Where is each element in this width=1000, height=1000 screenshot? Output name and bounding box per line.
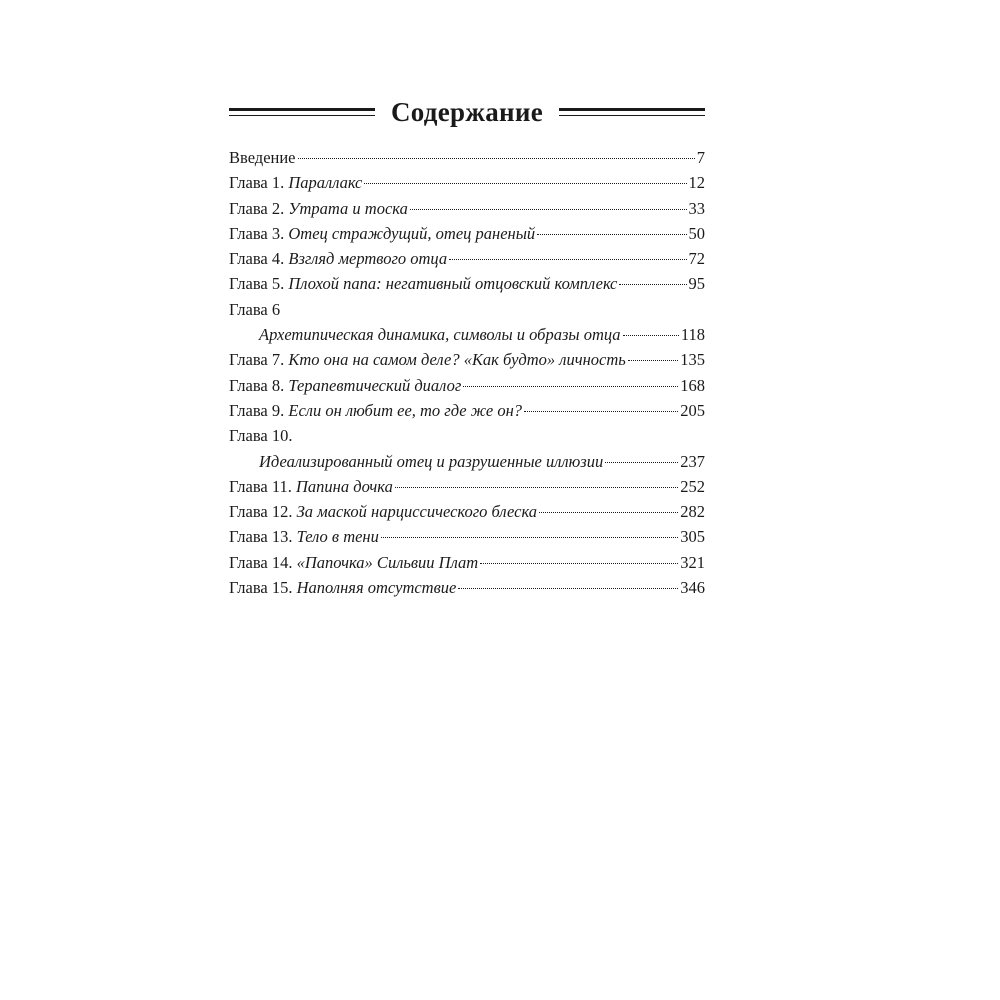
dot-leader [628, 360, 678, 361]
toc-entry-page-number: 237 [680, 451, 705, 471]
toc-entry [229, 246, 705, 271]
toc-entry-label: Глава 2. [229, 198, 285, 218]
toc-entry-title: Архетипическая динамика, символы и образы отца [259, 325, 621, 345]
toc-entry-label: Глава 14. [229, 552, 293, 572]
toc-entry-page-number: 305 [680, 527, 705, 547]
toc-entry-page-number: 72 [688, 249, 705, 269]
dot-leader [298, 158, 695, 159]
toc-entry-title: Идеализированный отец и разрушенные иллюзии [259, 451, 604, 471]
toc-entry-page-number: 252 [680, 476, 705, 496]
rule-thick-line [559, 108, 705, 111]
table-of-contents [229, 92, 705, 600]
toc-entry [229, 271, 705, 296]
toc-entry-label: Введение [229, 148, 296, 167]
toc-heading-row [229, 92, 705, 132]
dot-leader [395, 487, 678, 488]
toc-entry-page-number: 168 [680, 375, 705, 395]
toc-entry-label: Глава 5. [229, 274, 285, 294]
toc-entry [229, 373, 705, 398]
toc-entry-label: Глава 6 [229, 299, 281, 319]
toc-entry [229, 423, 705, 448]
heading-rule-right [559, 108, 705, 116]
toc-entry [229, 499, 705, 524]
toc-entry [229, 550, 705, 575]
toc-entry-label: Глава 9. [229, 400, 285, 420]
toc-entry-page-number: 12 [688, 173, 705, 193]
dot-leader [364, 183, 686, 184]
toc-entry [229, 322, 705, 347]
rule-thin-line [559, 115, 705, 117]
toc-entry-label: Глава 7. [229, 350, 285, 370]
toc-entry [229, 474, 705, 499]
toc-entry [229, 449, 705, 474]
dot-leader [458, 588, 678, 589]
dot-leader [623, 335, 679, 336]
toc-entry-title: Папина дочка [296, 476, 393, 496]
toc-entry [229, 347, 705, 372]
toc-entry [229, 575, 705, 600]
heading-rule-left [229, 108, 375, 116]
dot-leader [480, 563, 678, 564]
toc-entry-page-number: 282 [680, 502, 705, 522]
toc-entry-label: Глава 15. [229, 578, 293, 598]
dot-leader [619, 284, 686, 285]
dot-leader [539, 512, 678, 513]
toc-entry-page-number: 7 [696, 148, 705, 167]
toc-entry-title: Плохой папа: негативный отцовский комплекс [288, 274, 618, 294]
toc-entry-label: Глава 4. [229, 249, 285, 269]
toc-entry-page-number: 95 [688, 274, 705, 294]
dot-leader [537, 234, 686, 235]
toc-entry-page-number: 321 [680, 552, 705, 572]
toc-entry-title: «Папочка» Сильвии Плат [296, 552, 479, 572]
toc-entry-title: Отец страждущий, отец раненый [288, 223, 536, 243]
toc-list [229, 145, 705, 600]
toc-entry-page-number: 346 [680, 578, 705, 598]
toc-entry-label: Глава 3. [229, 223, 285, 243]
toc-entry-title: Наполняя отсутствие [296, 578, 457, 598]
toc-entry [229, 221, 705, 246]
toc-entry-label: Глава 11. [229, 476, 292, 496]
toc-entry-page-number: 135 [680, 350, 705, 370]
toc-entry [229, 170, 705, 195]
dot-leader [463, 386, 678, 387]
toc-entry [229, 145, 705, 170]
toc-entry [229, 524, 705, 549]
toc-entry-title: За маской нарциссического блеска [296, 502, 538, 522]
toc-entry-label: Глава 8. [229, 375, 285, 395]
toc-entry-label: Глава 1. [229, 173, 285, 193]
dot-leader [524, 411, 678, 412]
rule-thick-line [229, 108, 375, 111]
toc-entry-title: Кто она на самом деле? «Как будто» личность [288, 350, 626, 370]
toc-entry-label: Глава 10. [229, 426, 293, 446]
dot-leader [449, 259, 686, 260]
dot-leader [410, 209, 687, 210]
toc-entry-title: Терапевтический диалог [288, 375, 462, 395]
toc-entry-title: Параллакс [288, 173, 363, 193]
toc-entry-title: Утрата и тоска [288, 198, 408, 218]
toc-entry-page-number: 33 [688, 198, 705, 218]
toc-entry-page-number: 118 [680, 325, 705, 345]
toc-entry-title: Если он любит ее, то где же он? [288, 400, 523, 420]
toc-entry-title: Тело в тени [296, 527, 379, 547]
toc-entry-page-number: 50 [688, 223, 705, 243]
toc-entry-title: Взгляд мертвого отца [288, 249, 448, 269]
dot-leader [605, 462, 678, 463]
toc-entry-page-number: 205 [680, 400, 705, 420]
toc-entry [229, 398, 705, 423]
toc-title: Содержание [390, 96, 544, 127]
toc-entry [229, 297, 705, 322]
toc-entry [229, 196, 705, 221]
toc-entry-label: Глава 13. [229, 527, 293, 547]
rule-thin-line [229, 115, 375, 117]
dot-leader [381, 537, 678, 538]
toc-entry-label: Глава 12. [229, 502, 293, 522]
